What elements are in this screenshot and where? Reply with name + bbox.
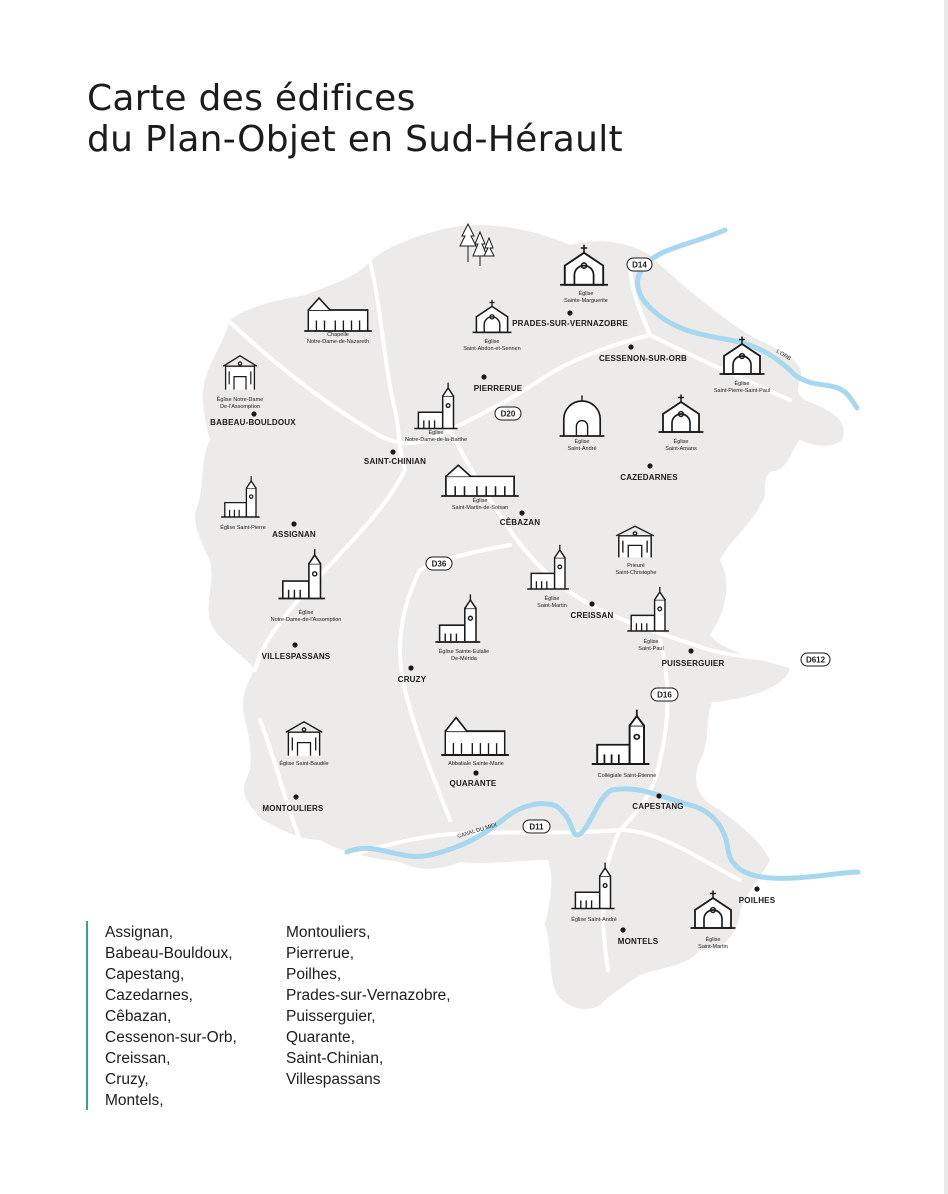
svg-text:D612: D612 xyxy=(805,655,826,665)
place-cessenon: CESSENON-SUR-ORB xyxy=(598,354,688,363)
place-prades: PRADES-SUR-VERNAZOBRE xyxy=(512,319,628,328)
svg-text:Église: Église xyxy=(428,430,444,436)
place-capestang: CAPESTANG xyxy=(632,802,684,811)
svg-text:Église Notre-Dame: Église Notre-Dame xyxy=(216,397,264,403)
svg-text:Chapelle: Chapelle xyxy=(327,332,349,338)
list-item: Assignan, xyxy=(105,924,174,941)
svg-text:Église: Église xyxy=(578,291,594,297)
place-babeau: BABEAU-BOULDOUX xyxy=(210,418,296,427)
svg-text:Église Saint-André: Église Saint-André xyxy=(571,917,617,923)
svg-text:Église: Église xyxy=(574,439,590,445)
list-item: Montels, xyxy=(105,1092,164,1109)
svg-text:Abbatiale Sainte-Marie: Abbatiale Sainte-Marie xyxy=(448,761,504,767)
svg-text:Église: Église xyxy=(734,381,750,387)
svg-text:D14: D14 xyxy=(632,260,647,270)
list-item: Poilhes, xyxy=(286,966,342,983)
place-creissan: CREISSAN xyxy=(570,611,614,620)
svg-text:Saint-André: Saint-André xyxy=(567,446,597,452)
place-villespassans: VILLESPASSANS xyxy=(261,652,331,661)
list-item: Saint-Chinian, xyxy=(286,1050,384,1067)
road-label-d14 xyxy=(627,258,652,271)
place-pierrerue: PIERRERUE xyxy=(473,384,523,393)
svg-text:Notre-Dame-de-la-Barthe: Notre-Dame-de-la-Barthe xyxy=(404,437,468,443)
place-poilhes: POILHES xyxy=(738,896,776,905)
title-line-2: du Plan-Objet en Sud-Hérault xyxy=(87,119,623,160)
svg-text:Église: Église xyxy=(472,498,488,504)
commune-list-column-1 xyxy=(105,922,237,1111)
svg-text:Saint-Christophe: Saint-Christophe xyxy=(615,570,657,576)
svg-text:Église Saint-Baudile: Église Saint-Baudile xyxy=(279,761,329,767)
list-item: Quarante, xyxy=(286,1029,355,1046)
river-label-orb: L'ORB xyxy=(774,348,792,363)
svg-text:Église Saint-Pierre: Église Saint-Pierre xyxy=(220,525,266,531)
svg-text:Collégiale Saint-Étienne: Collégiale Saint-Étienne xyxy=(597,773,657,779)
list-item: Pierrerue, xyxy=(286,945,355,962)
svg-text:D16: D16 xyxy=(657,690,672,700)
list-item: Cruzy, xyxy=(105,1071,149,1088)
svg-text:Saint-Martin: Saint-Martin xyxy=(537,603,567,609)
place-montouliers: MONTOULIERS xyxy=(262,804,324,813)
svg-text:Prieuré: Prieuré xyxy=(627,563,645,569)
svg-text:Saint-Martin: Saint-Martin xyxy=(698,944,728,950)
svg-text:Église Sainte-Eulalie: Église Sainte-Eulalie xyxy=(438,649,490,655)
svg-text:Notre-Dame-de-Nazareth: Notre-Dame-de-Nazareth xyxy=(306,339,370,345)
svg-text:Église: Église xyxy=(298,610,314,616)
svg-text:Saint-Martin-de-Soisan: Saint-Martin-de-Soisan xyxy=(451,505,509,511)
list-item: Villespassans xyxy=(286,1071,381,1088)
svg-text:De-Mérida: De-Mérida xyxy=(451,656,477,662)
commune-list-column-2 xyxy=(286,922,451,1090)
list-item: Creissan, xyxy=(105,1050,171,1067)
title-line-1: Carte des édifices xyxy=(87,78,416,119)
svg-text:Sainte-Marguerite: Sainte-Marguerite xyxy=(564,298,608,304)
place-montels: MONTELS xyxy=(617,937,659,946)
list-accent-bar xyxy=(86,921,88,1110)
svg-text:Saint-Pierre-Saint-Paul: Saint-Pierre-Saint-Paul xyxy=(713,388,771,394)
list-item: Montouliers, xyxy=(286,924,371,941)
list-item: Cessenon-sur-Orb, xyxy=(105,1029,237,1046)
place-cruzy: CRUZY xyxy=(397,675,427,684)
svg-text:Église: Église xyxy=(643,639,659,645)
list-item: Babeau-Bouldoux, xyxy=(105,945,233,962)
svg-text:Saint-Paul: Saint-Paul xyxy=(638,646,664,652)
svg-text:Église: Église xyxy=(673,439,689,445)
place-cazedarnes: CAZEDARNES xyxy=(620,473,678,482)
svg-text:Saint-Abdon-et-Sennen: Saint-Abdon-et-Sennen xyxy=(463,346,521,352)
svg-text:Église: Église xyxy=(544,596,560,602)
place-assignan: ASSIGNAN xyxy=(272,530,316,539)
svg-text:De-l'Assomption: De-l'Assomption xyxy=(220,404,260,410)
list-item: Cazedarnes, xyxy=(105,987,193,1004)
place-saint-chinian: SAINT-CHINIAN xyxy=(363,457,427,466)
svg-text:Église: Église xyxy=(484,339,500,345)
place-cebazan: CÊBAZAN xyxy=(499,518,541,527)
road-label-d36 xyxy=(426,557,452,570)
place-puisserguier: PUISSERGUIER xyxy=(661,659,725,668)
road-label-d612 xyxy=(801,653,830,666)
list-item: Capestang, xyxy=(105,966,185,983)
svg-text:Église: Église xyxy=(705,937,721,943)
svg-text:Saint-Amans: Saint-Amans xyxy=(665,446,697,452)
list-item: Cêbazan, xyxy=(105,1008,172,1025)
svg-text:D36: D36 xyxy=(431,559,447,569)
road-label-d16 xyxy=(651,688,678,701)
road-label-d20 xyxy=(495,407,521,420)
place-quarante: QUARANTE xyxy=(449,779,497,788)
list-item: Puisserguier, xyxy=(286,1008,376,1025)
list-item: Prades-sur-Vernazobre, xyxy=(286,987,451,1004)
svg-text:D11: D11 xyxy=(529,822,544,832)
svg-text:Notre-Dame-de-l'Assomption: Notre-Dame-de-l'Assomption xyxy=(270,617,342,623)
canal-label: CANAL DU MIDI xyxy=(456,822,498,840)
svg-text:D20: D20 xyxy=(500,409,516,419)
road-label-d11 xyxy=(523,820,550,833)
